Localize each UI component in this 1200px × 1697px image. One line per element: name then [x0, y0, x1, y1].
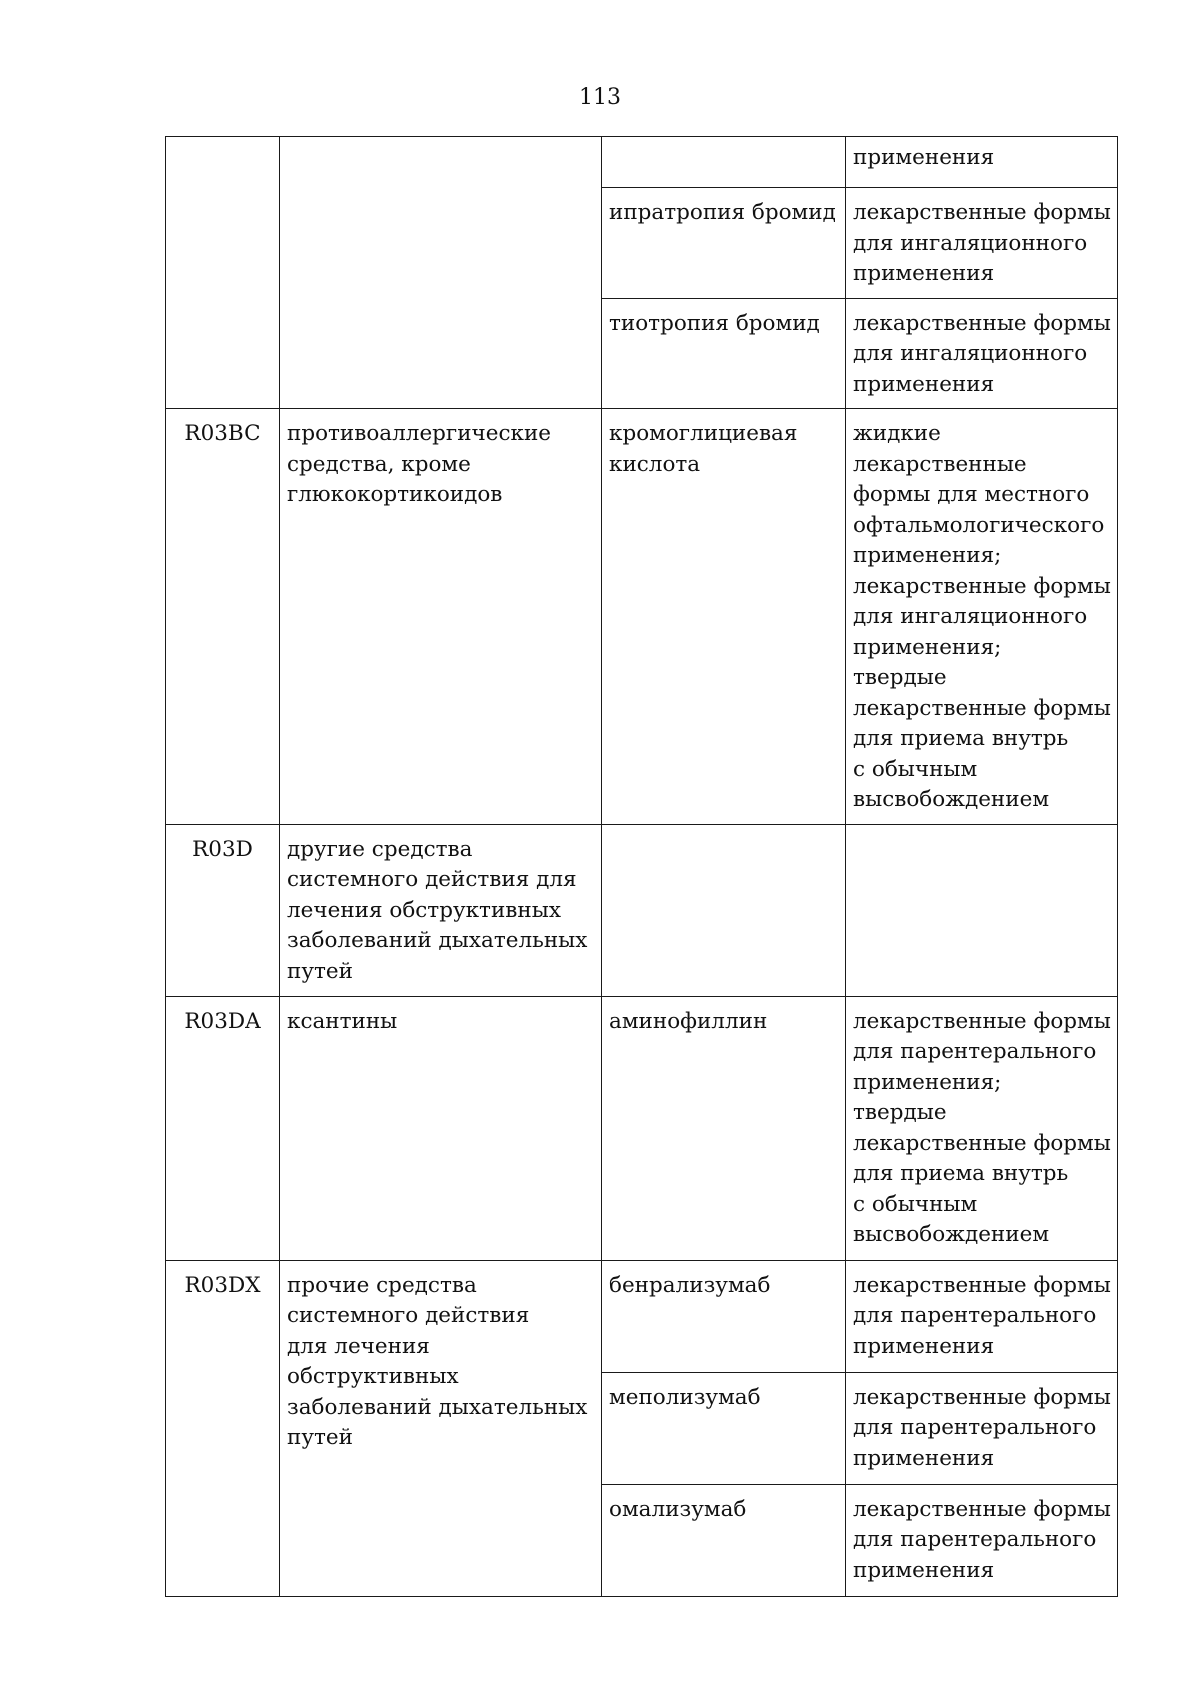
dosage-form-cell: лекарственные формы для ингаляционного применения [846, 298, 1118, 409]
table-row [166, 824, 1118, 996]
dosage-form-cell: жидкие лекарственные формы для местного офтальмологического применения; лекарственные формы для ингаляционного применения; твердые лекарственные формы для приема внутрь с обычным высвобождением [846, 409, 1118, 825]
dosage-form-cell: лекарственные формы для парентерального применения; твердые лекарственные формы для приема внутрь с обычным высвобождением [846, 996, 1118, 1260]
dosage-form-cell: лекарственные формы для парентерального применения [846, 1260, 1118, 1372]
drug-name-cell: тиотропия бромид [602, 298, 846, 409]
group-name-cell: противоаллергические средства, кроме глюкокортикоидов [280, 409, 602, 825]
drug-name-cell [602, 137, 846, 188]
dosage-form-cell: лекарственные формы для парентерального применения [846, 1372, 1118, 1484]
atc-code-cell: R03D [166, 824, 280, 996]
table-row [166, 1260, 1118, 1372]
group-name-cell: другие средства системного действия для лечения обструктивных заболеваний дыхательных путей [280, 824, 602, 996]
table-row [166, 137, 1118, 188]
table-row [166, 409, 1118, 825]
drug-name-cell: бенрализумаб [602, 1260, 846, 1372]
group-name-cell: прочие средства системного действия для лечения обструктивных заболеваний дыхательных путей [280, 1260, 602, 1596]
dosage-form-cell: лекарственные формы для парентерального применения [846, 1484, 1118, 1596]
group-name-cell: ксантины [280, 996, 602, 1260]
atc-code-cell [166, 137, 280, 409]
atc-code-cell: R03DX [166, 1260, 280, 1596]
dosage-form-cell: лекарственные формы для ингаляционного применения [846, 188, 1118, 299]
drug-name-cell: меполизумаб [602, 1372, 846, 1484]
atc-code-cell: R03BC [166, 409, 280, 825]
dosage-form-cell: применения [846, 137, 1118, 188]
drug-name-cell: ипратропия бромид [602, 188, 846, 299]
table-row [166, 996, 1118, 1260]
atc-code-cell: R03DA [166, 996, 280, 1260]
page-number: 113 [579, 85, 621, 110]
drug-name-cell: кромоглициевая кислота [602, 409, 846, 825]
drug-name-cell: аминофиллин [602, 996, 846, 1260]
drug-name-cell: омализумаб [602, 1484, 846, 1596]
drug-table [165, 136, 1118, 1597]
drug-name-cell [602, 824, 846, 996]
group-name-cell [280, 137, 602, 409]
dosage-form-cell [846, 824, 1118, 996]
